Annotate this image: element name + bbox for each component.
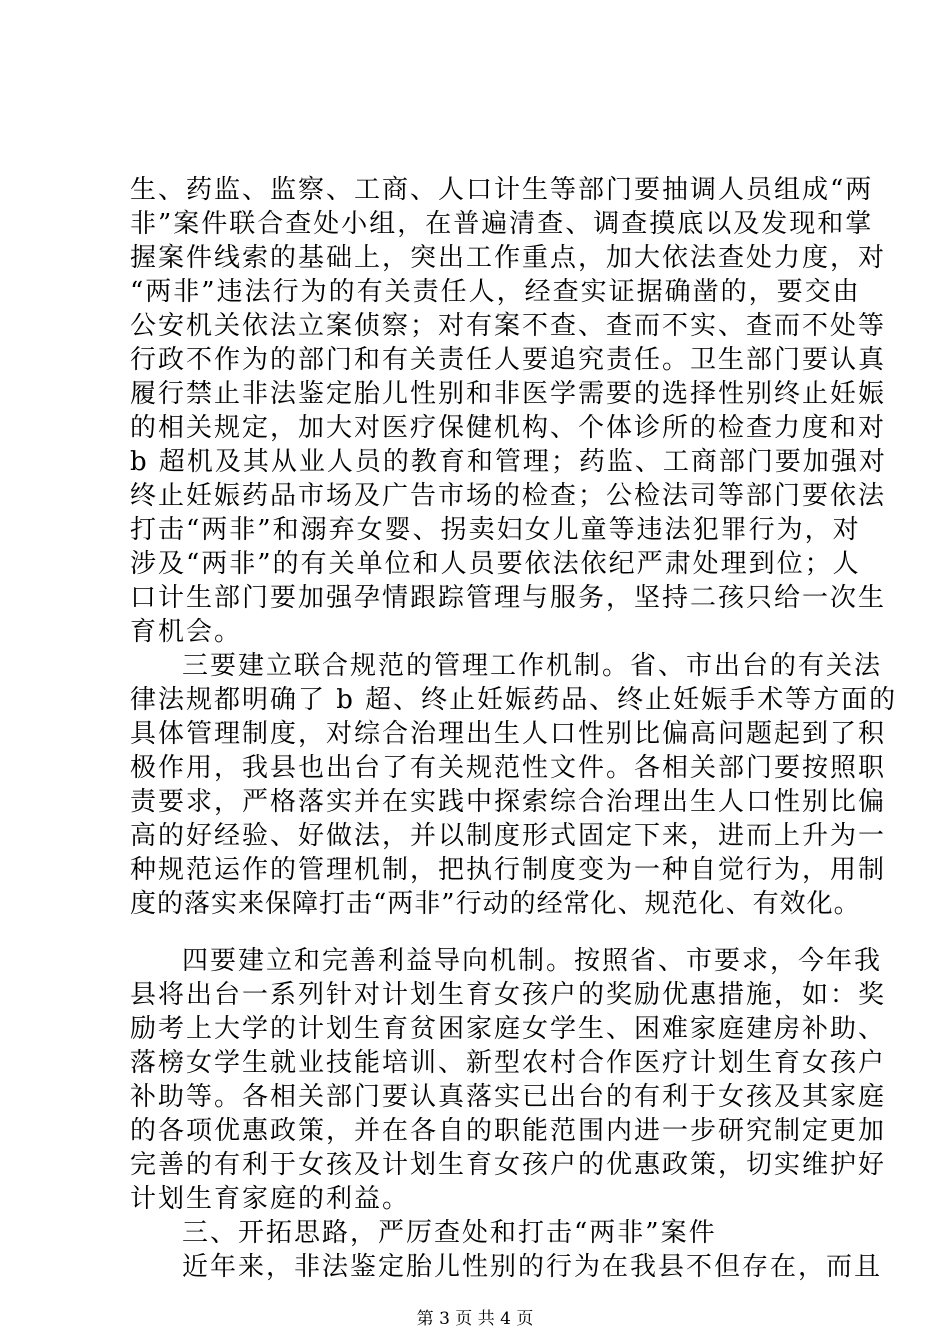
text-line: 涉及“两非”的有关单位和人员要依法依纪严肃处理到位；人 — [130, 549, 861, 579]
paragraph-start-line: 四要建立和完善利益导向机制。按照省、市要求，今年我 — [182, 946, 883, 976]
text-line: 县将出台一系列针对计划生育女孩户的奖励优惠措施，如：奖 — [130, 980, 887, 1010]
text-line: 口计生部门要加强孕情跟踪管理与服务，坚持二孩只给一次生 — [130, 583, 887, 613]
paragraph-start-line: 近年来，非法鉴定胎儿性别的行为在我县不但存在，而且 — [182, 1252, 883, 1282]
text-line: 极作用，我县也出台了有关规范性文件。各相关部门要按照职 — [130, 753, 887, 783]
text-line: b 超机及其从业人员的教育和管理；药监、工商部门要加强对 — [130, 447, 887, 477]
text-line: 度的落实来保障打击“两非”行动的经常化、规范化、有效化。 — [130, 889, 861, 919]
text-line: 的相关规定，加大对医疗保健机构、个体诊所的检查力度和对 — [130, 413, 887, 443]
text-line: 育机会。 — [130, 617, 243, 647]
text-line: 打击“两非”和溺弃女婴、拐卖妇女儿童等违法犯罪行为，对 — [130, 515, 861, 545]
text-line: 终止妊娠药品市场及广告市场的检查；公检法司等部门要依法 — [130, 481, 887, 511]
text-line: 种规范运作的管理机制，把执行制度变为一种自觉行为，用制 — [130, 855, 887, 885]
text-line: 行政不作为的部门和有关责任人要追究责任。卫生部门要认真 — [130, 345, 887, 375]
text-line: 非”案件联合查处小组，在普遍清查、调查摸底以及发现和掌 — [130, 209, 874, 239]
paragraph-start-line: 三要建立联合规范的管理工作机制。省、市出台的有关法 — [182, 651, 883, 681]
text-line: “两非”违法行为的有关责任人，经查实证据确凿的，要交由 — [130, 277, 861, 307]
text-line: 补助等。各相关部门要认真落实已出台的有利于女孩及其家庭 — [130, 1082, 887, 1112]
text-line: 生、药监、监察、工商、人口计生等部门要抽调人员组成“两 — [130, 175, 874, 205]
text-line: 的各项优惠政策，并在各自的职能范围内进一步研究制定更加 — [130, 1116, 887, 1146]
text-line: 落榜女学生就业技能培训、新型农村合作医疗计划生育女孩户 — [130, 1048, 887, 1078]
text-line: 计划生育家庭的利益。 — [130, 1184, 411, 1214]
text-line: 责要求，严格落实并在实践中探索综合治理出生人口性别比偏 — [130, 787, 887, 817]
text-line: 公安机关依法立案侦察；对有案不查、查而不实、查而不处等 — [130, 311, 887, 341]
page-number-footer: 第 3 页 共 4 页 — [416, 1309, 534, 1329]
text-line: 高的好经验、好做法，并以制度形式固定下来，进而上升为一 — [130, 821, 887, 851]
text-line: 律法规都明确了 b 超、终止妊娠药品、终止妊娠手术等方面的 — [130, 685, 898, 715]
text-line: 完善的有利于女孩及计划生育女孩户的优惠政策，切实维护好 — [130, 1150, 887, 1180]
text-line: 握案件线索的基础上，突出工作重点，加大依法查处力度，对 — [130, 243, 887, 273]
section-heading: 三、开拓思路，严厉查处和打击“两非”案件 — [182, 1218, 717, 1248]
text-line: 具体管理制度，对综合治理出生人口性别比偏高问题起到了积 — [130, 719, 887, 749]
text-line: 励考上大学的计划生育贫困家庭女学生、困难家庭建房补助、 — [130, 1014, 887, 1044]
text-line: 履行禁止非法鉴定胎儿性别和非医学需要的选择性别终止妊娠 — [130, 379, 887, 409]
